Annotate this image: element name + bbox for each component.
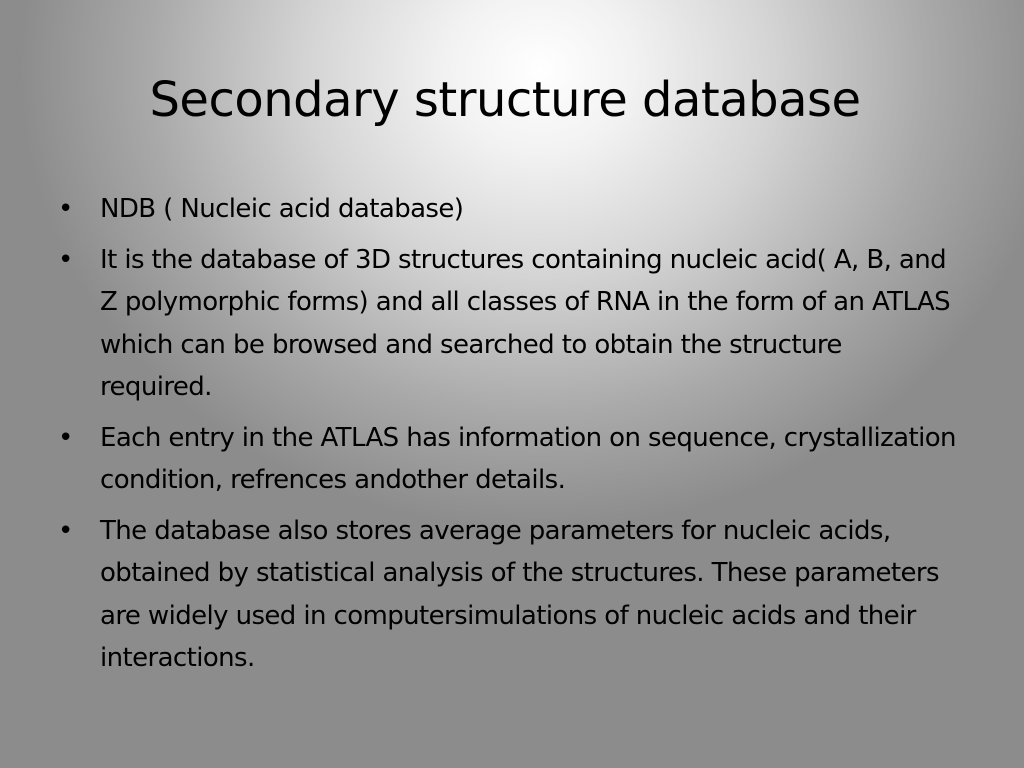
bullet-text: The database also stores average parameters for nucleic acids, obtained by statistical analysis of the structures. These parameters are widely used in computersimulations of nucleic acids and their interactions.	[100, 515, 939, 673]
bullet-dot-icon: •	[58, 515, 73, 546]
bullet-text: It is the database of 3D structures containing nucleic acid( A, B, and Z polymorphic forms) and all classes of RNA in the form of an ATLAS which can be browsed and searched to obtain the structure required.	[100, 244, 951, 402]
bullet-item	[58, 510, 958, 680]
bullet-dot-icon: •	[58, 194, 73, 224]
bullet-dot-icon: •	[58, 422, 73, 453]
bullet-item	[58, 417, 958, 502]
slide-title: Secondary structure database	[149, 72, 861, 128]
bullet-list	[58, 188, 958, 688]
bullet-item	[58, 239, 958, 409]
bullet-dot-icon: •	[58, 244, 73, 275]
bullet-text: Each entry in the ATLAS has information on sequence, crystallization condition, refrences andother details.	[100, 422, 956, 495]
bullet-text: NDB ( Nucleic acid database)	[100, 194, 464, 224]
bullet-item	[58, 188, 958, 231]
